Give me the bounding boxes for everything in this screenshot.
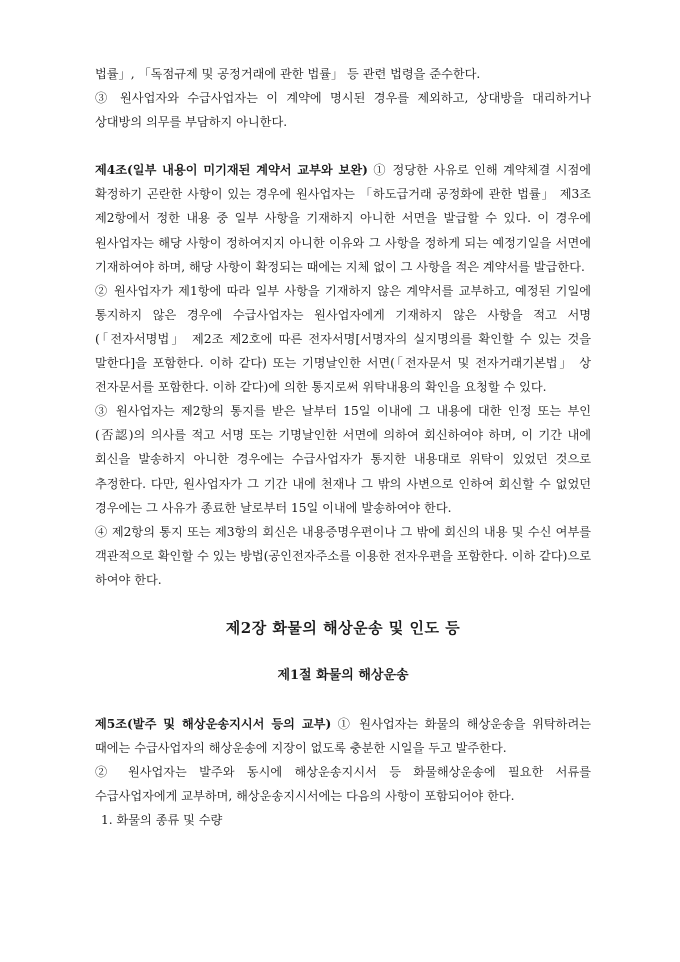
spacer [95, 592, 591, 616]
article5-paragraph2: ② 원사업자는 발주와 동시에 해상운송지시서 등 화물해상운송에 필요한 서류를 수급사업자에게 교부하며, 해상운송지시서에는 다음의 사항이 포함되어야 한다. [95, 765, 591, 804]
list-item: 1. 화물의 종류 및 수량 [101, 813, 223, 828]
spacer [95, 688, 591, 712]
chapter-title: 제2장 화물의 해상운송 및 인도 등 [225, 618, 461, 637]
article4-paragraph3: ③ 원사업자는 제2항의 통지를 받은 날부터 15일 이내에 그 내용에 대한 인정 또는 부인(否認)의 의사를 적고 서명 또는 기명날인한 서면에 의하여 회신하여야 하며, 이 기간 내에 회신을 발송하지 아니한 경우에는 수급사업자가 통지한 내용대로 위탁이 있었던 것으로 추정한다. 다만, 원사업자가 그 기간 내에 천재나 그 밖의 사변으로 인하여 회신할 수 없었던 경우에는 그 사유가 종료한 날로부터 15일 이내에 발송하여야 한다. [95, 404, 591, 515]
article5-title: 제5조(발주 및 해상운송지시서 등의 교부) [95, 716, 332, 731]
article4-p1-text: ① 정당한 사유로 인해 계약체결 시점에 확정하기 곤란한 사항이 있는 경우에 원사업자는 「하도급거래 공정화에 관한 법률」 제3조 제2항에서 정한 내용 중 일부 사항을 기재하지 아니한 서면을 발급할 수 있다. 이 경우에 원사업자는 해당 사항이 정하여지지 아니한 이유와 그 사항을 정하게 되는 예정기일을 서면에 기재하여야 하며, 해당 사항이 확정되는 때에는 지체 없이 그 사항을 적은 계약서를 발급한다. [95, 163, 591, 274]
spacer [95, 134, 591, 158]
article5-paragraph1 [95, 712, 591, 760]
article4-title: 제4조(일부 내용이 미기재된 계약서 교부와 보완) [95, 163, 368, 178]
spacer [95, 640, 591, 664]
intro-law-line: 법률」, 「독점규제 및 공정거래에 관한 법률」 등 관련 법령을 준수한다. [95, 67, 481, 81]
article4-paragraph2: ② 원사업자가 제1항에 따라 일부 사항을 기재하지 않은 계약서를 교부하고, 예정된 기일에 통지하지 않은 경우에 수급사업자는 원사업자에게 기재하지 않은 사항을 적고 서명(「전자서명법」 제2조 제2호에 따른 전자서명[서명자의 실지명의를 확인할 수 있는 것을 말한다]을 포함한다. 이하 같다) 또는 기명날인한 서면(「전자문서 및 전자거래기본법」 상 전자문서를 포함한다. 이하 같다)에 의한 통지로써 위탁내용의 확인을 요청할 수 있다. [95, 283, 591, 395]
article4-paragraph4: ④ 제2항의 통지 또는 제3항의 회신은 내용증명우편이나 그 밖에 회신의 내용 및 수신 여부를 객관적으로 확인할 수 있는 방법(공인전자주소를 이용한 전자우편을 포함한다. 이하 같다)으로 하여야 한다. [95, 524, 591, 587]
article4-paragraph1 [95, 158, 591, 278]
document-page [95, 62, 591, 832]
section-title: 제1절 화물의 해상운송 [277, 667, 409, 683]
article3-paragraph3: ③ 원사업자와 수급사업자는 이 계약에 명시된 경우를 제외하고, 상대방을 대리하거나 상대방의 의무를 부담하지 아니한다. [95, 91, 591, 130]
article5-p1-text: ① 원사업자는 화물의 해상운송을 위탁하려는 때에는 수급사업자의 해상운송에 지장이 없도록 충분한 시일을 두고 발주한다. [95, 716, 591, 756]
